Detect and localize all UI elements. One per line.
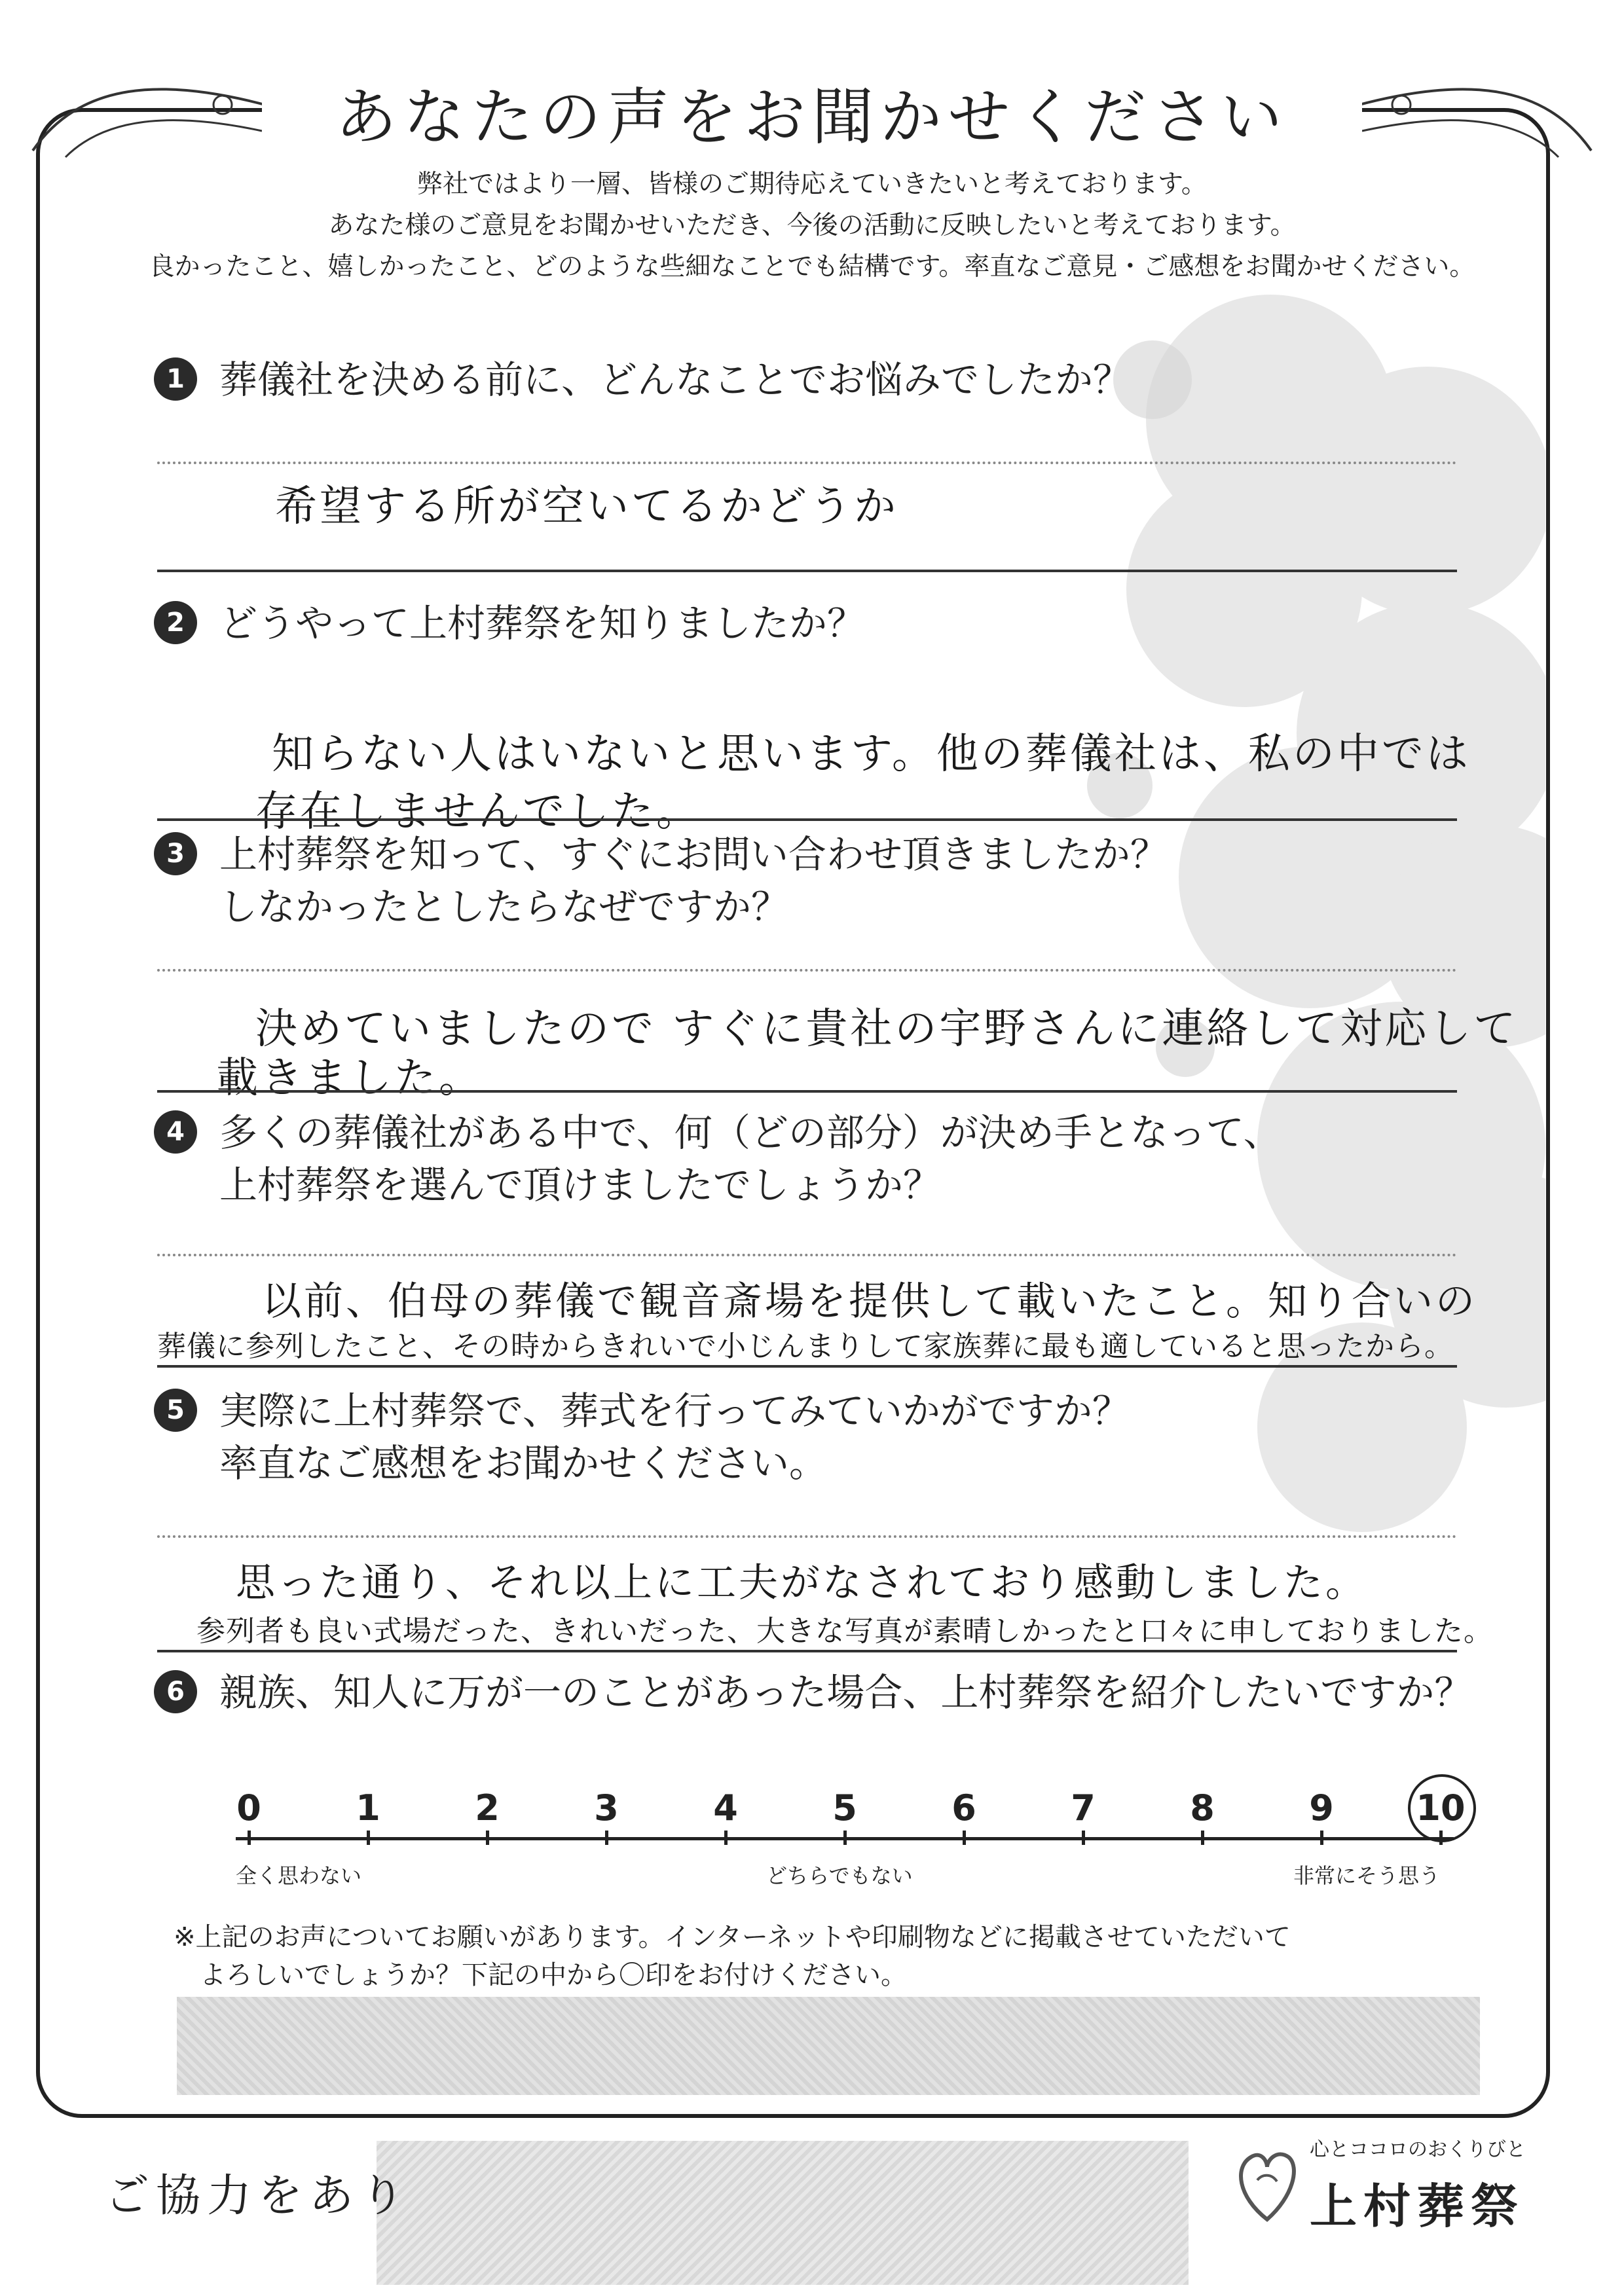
question-number: 2: [154, 601, 197, 644]
scale-tick: [248, 1831, 251, 1845]
scale-number-9[interactable]: 9: [1309, 1787, 1334, 1829]
answer-5-line: 思った通り、それ以上に工夫がなされており感動しました。: [236, 1560, 1367, 1606]
logo-tagline: 心とココロのおくりびと: [1310, 2138, 1526, 2161]
scale-tick: [843, 1831, 847, 1845]
scale-label-high: 非常にそう思う: [1293, 1863, 1441, 1888]
answer-1-line: 希望する所が空いてるかどうか: [275, 483, 898, 531]
question-line: しなかったとしたらなぜですか？: [219, 884, 790, 929]
question-text: [219, 1385, 1130, 1489]
solid-rule: [157, 570, 1457, 572]
dotted-rule: [157, 1254, 1457, 1256]
rating-scale: [236, 1787, 1466, 1846]
intro-line: 良かったこと、嬉しかったこと、どのような些細なことでも結構です。率直なご意見・ご感想をお聞かせください。: [149, 252, 1475, 282]
intro-line: あなた様のご意見をお聞かせいただき、今後の活動に反映したいと考えております。: [328, 211, 1296, 240]
redacted-area: [377, 2141, 1189, 2285]
answer-4-line: 葬儀に参列したこと、その時からきれいで小じんまりして家族葬に最も適していると思ったから。: [157, 1330, 1454, 1363]
question-2: [154, 597, 865, 649]
question-number: 1: [154, 357, 197, 401]
scale-tick: [1320, 1831, 1323, 1845]
scale-tick: [486, 1831, 489, 1845]
question-line: どうやって上村葬祭を知りましたか？: [219, 601, 866, 646]
title-band: [262, 62, 1362, 160]
scale-number-4[interactable]: 4: [713, 1787, 738, 1829]
question-line: 上村葬祭を知って、すぐにお問い合わせ頂きましたか？: [219, 832, 1168, 877]
question-line: 多くの葬儀社がある中で、何（どの部分）が決め手となって、: [219, 1110, 1282, 1155]
scale-tick: [724, 1831, 728, 1845]
scale-number-0[interactable]: 0: [236, 1787, 261, 1829]
heart-icon: [1231, 2141, 1303, 2226]
redacted-area: [177, 1997, 1480, 2095]
right-ornament: [1323, 59, 1598, 170]
page-title: あなたの声をお聞かせください: [335, 81, 1289, 153]
question-line: 親族、知人に万が一のことがあった場合、上村葬祭を紹介したいですか？: [219, 1670, 1473, 1715]
answer-4-line: 以前、伯母の葬儀で観音斎場を提供して載いたこと。知り合いの: [262, 1279, 1477, 1324]
scale-tick: [963, 1831, 966, 1845]
solid-rule: [157, 1650, 1457, 1652]
question-text: [219, 828, 1168, 933]
question-6: [154, 1666, 1472, 1719]
selected-circle: [1408, 1774, 1476, 1842]
question-4: [154, 1106, 1282, 1211]
question-text: [219, 1666, 1472, 1719]
question-line: 率直なご感想をお聞かせください。: [219, 1441, 828, 1485]
solid-rule: [157, 818, 1457, 821]
scale-number-6[interactable]: 6: [951, 1787, 976, 1829]
note-line: よろしいでしょうか？下記の中から〇印をお付けください。: [200, 1960, 907, 1990]
scale-tick: [367, 1831, 370, 1845]
scale-number-10[interactable]: 10: [1416, 1787, 1466, 1829]
intro-line: 弊社ではより一層、皆様のご期待応えていきたいと考えております。: [417, 170, 1207, 199]
solid-rule: [157, 1090, 1457, 1093]
scale-label-mid: どちらでもない: [766, 1863, 913, 1888]
left-ornament: [26, 59, 301, 170]
question-number: 3: [154, 832, 197, 875]
question-1: [154, 354, 1131, 406]
question-3: [154, 828, 1168, 933]
question-number: 6: [154, 1670, 197, 1713]
logo-name: 上村葬祭: [1310, 2179, 1525, 2234]
scale-label-low: 全く思わない: [236, 1863, 362, 1888]
answer-2-line: 知らない人はいないと思います。他の葬儀社は、私の中では: [272, 730, 1471, 778]
scale-tick: [605, 1831, 608, 1845]
footer-thanks: ご協力をあり: [105, 2170, 412, 2222]
answer-5-line: 参列者も良い式場だった、きれいだった、大きな写真が素晴しかったと口々に申しておりました。: [196, 1614, 1493, 1648]
question-line: 葬儀社を決める前に、どんなことでお悩みでしたか？: [219, 357, 1132, 402]
scale-tick: [1082, 1831, 1085, 1845]
scale-number-1[interactable]: 1: [356, 1787, 380, 1829]
question-5: [154, 1385, 1130, 1489]
question-number: 4: [154, 1110, 197, 1154]
dotted-rule: [157, 969, 1457, 972]
scale-number-7[interactable]: 7: [1071, 1787, 1096, 1829]
note-line: ※上記のお声についてお願いがあります。インターネットや印刷物などに掲載させていただいて: [174, 1922, 1291, 1952]
dotted-rule: [157, 1535, 1457, 1538]
question-number: 5: [154, 1389, 197, 1432]
company-logo: [1231, 2128, 1532, 2252]
scale-number-8[interactable]: 8: [1190, 1787, 1215, 1829]
question-line: 実際に上村葬祭で、葬式を行ってみていかがですか？: [219, 1389, 1130, 1433]
scale-number-5[interactable]: 5: [832, 1787, 857, 1829]
question-text: [219, 1106, 1282, 1211]
scale-tick: [1201, 1831, 1204, 1845]
answer-3-line: 決めていましたので すぐに貴社の宇野さんに連絡して対応して: [255, 1005, 1519, 1053]
answer-3-line: 載きました。: [216, 1054, 483, 1102]
question-text: [219, 354, 1131, 406]
scale-number-2[interactable]: 2: [475, 1787, 500, 1829]
question-line: 上村葬祭を選んで頂けましたでしょうか？: [219, 1163, 942, 1207]
intro-text: [79, 164, 1545, 287]
scale-number-3[interactable]: 3: [594, 1787, 619, 1829]
permission-note: [174, 1918, 1291, 1994]
dotted-rule: [157, 462, 1457, 464]
question-text: [219, 597, 865, 649]
solid-rule: [157, 1365, 1457, 1368]
answer-2-line: 存在しませんでした。: [255, 788, 701, 836]
